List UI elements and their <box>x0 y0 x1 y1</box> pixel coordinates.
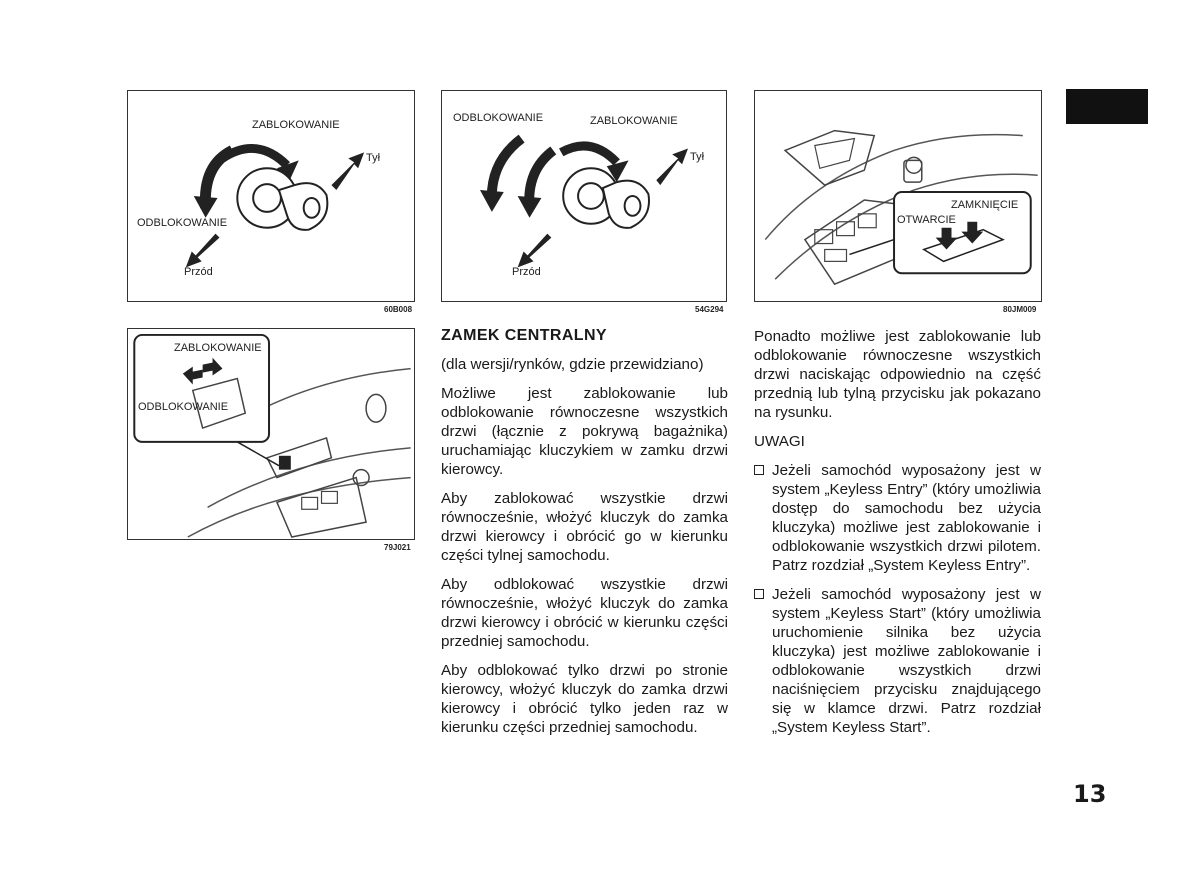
label-front: Przód <box>512 266 541 278</box>
label-lock: ZABLOKOWANIE <box>252 119 340 131</box>
central-lock-section <box>441 327 728 747</box>
label-rear: Tył <box>690 151 705 163</box>
checkbox-icon <box>754 589 764 599</box>
figure-code: 54G294 <box>695 305 724 314</box>
label-unlock: ODBLOKOWANIE <box>453 112 544 124</box>
checkbox-icon <box>754 465 764 475</box>
notes-section <box>754 327 1041 747</box>
note-item <box>754 461 1041 575</box>
label-unlock: ODBLOKOWANIE <box>138 401 229 413</box>
note-text: Jeżeli samochód wyposażony jest w system „Keyless Entry” (który umożliwia dostęp do samochodu bez użycia kluczyka) możliwe jest zablokowanie i odblokowanie wszystkich drzwi pilotem. Patrz rozdział „System Keyless Entry”. <box>772 462 1041 574</box>
label-close: ZAMKNIĘCIE <box>951 199 1019 211</box>
figure-door-lock-button <box>127 328 415 540</box>
section-heading: ZAMEK CENTRALNY <box>441 327 607 344</box>
intro-paragraph: Ponadto możliwe jest zablokowanie lub odblokowanie równoczesne wszystkich drzwi naciskając odpowiednio na część przednią lub tylną przycisku jak pokazano na rysunku. <box>754 328 1041 421</box>
note-text: Jeżeli samochód wyposażony jest w system „Keyless Start” (który umożliwia uruchomienie silnika bez użycia kluczyka) jest możliwe zablokowanie i odblokowanie wszystkich drzwi naciśnięciem przycisku znajdującego się w klamce drzwi. Patrz rozdział „System Keyless Start”. <box>772 586 1041 736</box>
page-number: 13 <box>1073 780 1107 808</box>
label-lock: ZABLOKOWANIE <box>174 342 262 354</box>
paragraph: Aby zablokować wszystkie drzwi równocześnie, włożyć kluczyk do zamka drzwi kierowcy i obrócić go w kierunku części tylnej samochodu. <box>441 490 728 564</box>
label-front: Przód <box>184 266 213 278</box>
paragraph: Aby odblokować wszystkie drzwi równocześnie, włożyć kluczyk do zamka drzwi kierowcy i obrócić w kierunku części przedniej samochodu. <box>441 576 728 650</box>
section-subheading: (dla wersji/rynków, gdzie przewidziano) <box>441 356 704 373</box>
figure-code: 79J021 <box>384 543 411 552</box>
figure-code: 80JM009 <box>1003 305 1037 314</box>
paragraph: Aby odblokować tylko drzwi po stronie kierowcy, włożyć kluczyk do zamka drzwi kierowcy i obrócić tylko jeden raz w kierunku części przedniej samochodu. <box>441 662 728 736</box>
figure-key-lock-double <box>441 90 727 302</box>
label-open: OTWARCIE <box>897 214 956 226</box>
paragraph: Możliwe jest zablokowanie lub odblokowanie równoczesne wszystkich drzwi (łącznie z pokrywą bagażnika) uruchamiając kluczykiem w zamku drzwi kierowcy. <box>441 385 728 478</box>
figure-door-switch-panel <box>754 90 1042 302</box>
notes-title: UWAGI <box>754 433 805 450</box>
label-lock: ZABLOKOWANIE <box>590 115 678 127</box>
figure-code: 60B008 <box>384 305 413 314</box>
section-tab-marker <box>1066 89 1148 124</box>
door-lock-button-illustration <box>128 329 414 539</box>
label-unlock: ODBLOKOWANIE <box>137 217 228 229</box>
label-rear: Tył <box>366 152 381 164</box>
figure-key-lock-single <box>127 90 415 302</box>
note-item <box>754 585 1041 737</box>
door-switch-illustration <box>755 91 1041 301</box>
